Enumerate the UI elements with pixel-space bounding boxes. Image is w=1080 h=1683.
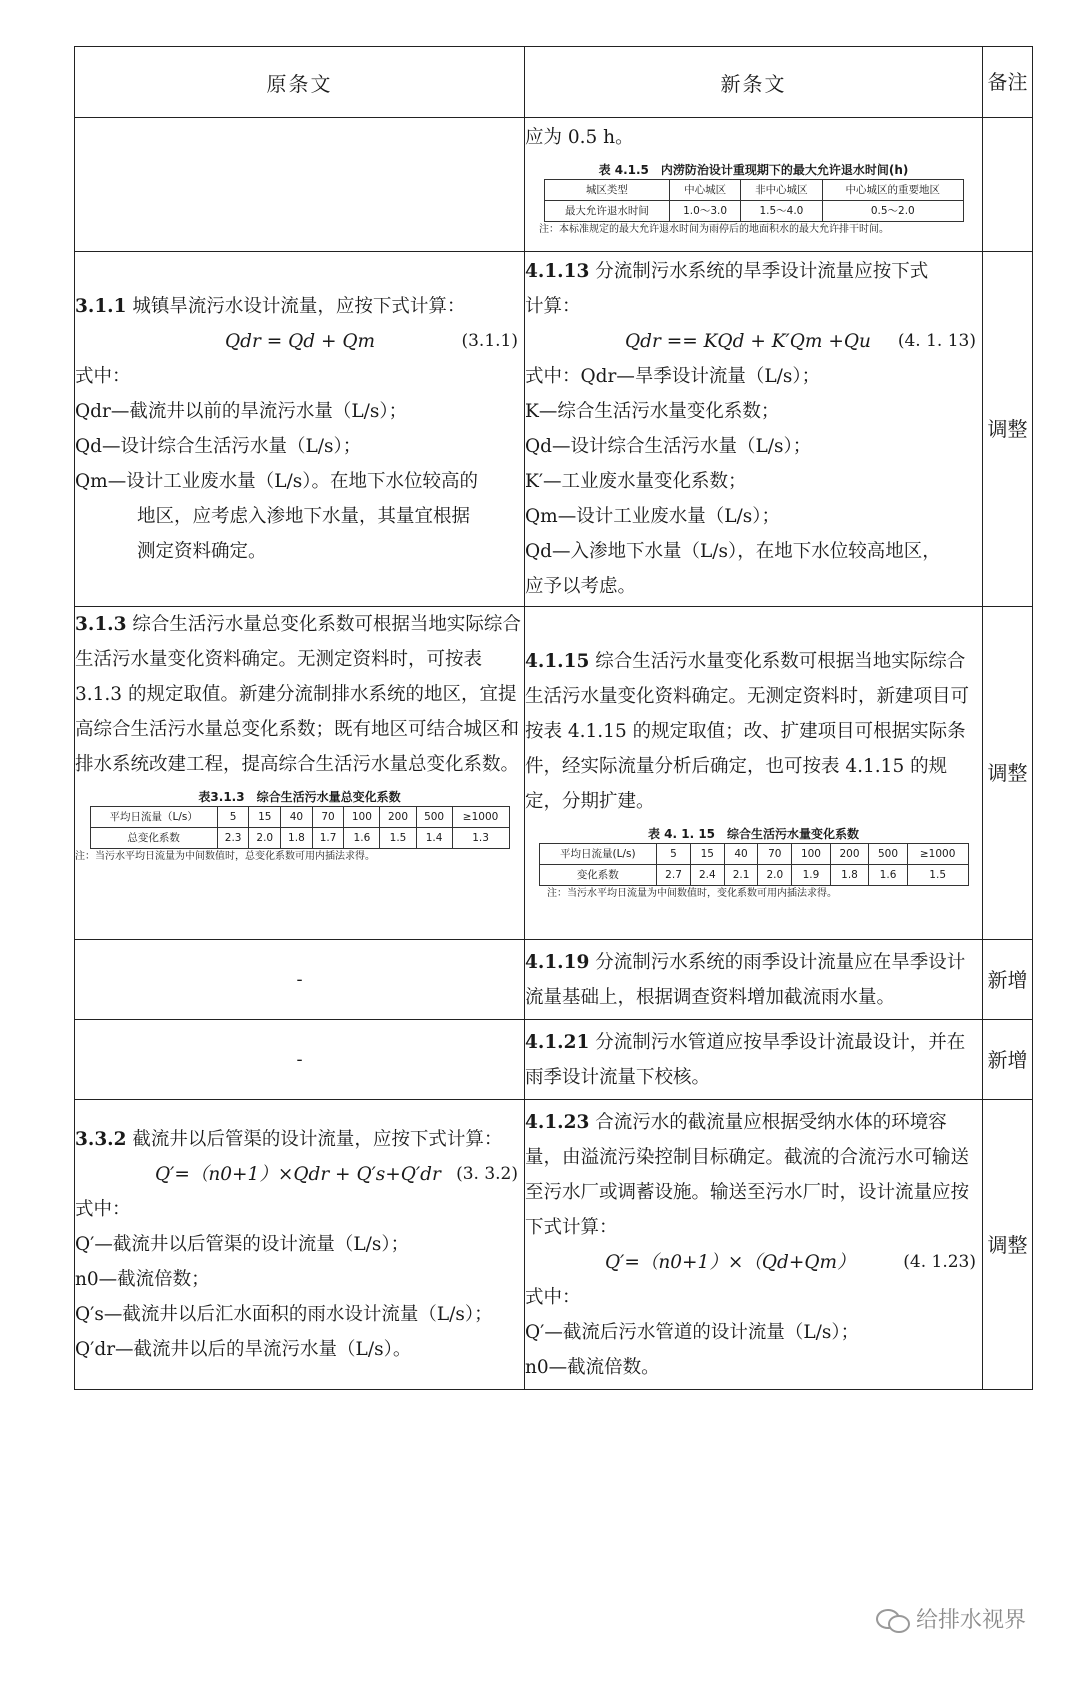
- table-cell: 0.5～2.0: [823, 201, 963, 222]
- formula-number: (4. 1.23): [903, 1251, 976, 1272]
- clause-title: 分流制污水系统的旱季设计流量应按下式: [595, 261, 929, 282]
- table-cell: 1.0～3.0: [670, 201, 740, 222]
- wechat-icon: [876, 1607, 910, 1631]
- definition: 式中：Qdr—旱季设计流量（L/s）；: [525, 366, 821, 387]
- table-cell: 200: [380, 807, 416, 828]
- table-cell: 2.0: [249, 828, 281, 849]
- table-cell: 1.9: [792, 865, 831, 886]
- clause-number: 3.3.2: [75, 1129, 127, 1150]
- table-cell: 1.8: [830, 865, 869, 886]
- remark-adjust: 调整: [983, 1100, 1033, 1390]
- table-cell: 中心城区: [670, 180, 740, 201]
- definition: Qd—设计综合生活污水量（L/s）；: [525, 436, 812, 457]
- table-caption: 表3.1.3 综合生活污水量总变化系数: [198, 790, 401, 804]
- definition: Q′dr—截流井以后的旱流污水量（L/s）。: [75, 1339, 412, 1360]
- table-cell: 100: [792, 844, 831, 865]
- clause-title: 截流井以后管渠的设计流量，应按下式计算：: [132, 1129, 503, 1150]
- table-cell: 2.4: [690, 865, 724, 886]
- header-remark: 备注: [983, 47, 1033, 118]
- table-cell: 100: [344, 807, 380, 828]
- remark-adjust: 调整: [983, 252, 1033, 607]
- table-cell: 1.5: [380, 828, 416, 849]
- definition: Qm—设计工业废水量（L/s）。在地下水位较高的: [75, 471, 478, 492]
- table-cell: 1.6: [344, 828, 380, 849]
- table-cell: 5: [657, 844, 691, 865]
- clause-text: 分流制污水系统的雨季设计流量应在旱季设计流量基础上，根据调查资料增加截流雨水量。: [525, 951, 966, 1008]
- new-cell: [525, 118, 983, 252]
- table-cell: 1.5～4.0: [740, 201, 822, 222]
- clause-number: 4.1.19: [525, 951, 590, 973]
- definition: Q′—截流后污水管道的设计流量（L/s）；: [525, 1321, 860, 1343]
- clause-text: 分流制污水管道应按旱季设计流最设计，并在雨季设计流量下校核。: [525, 1031, 966, 1088]
- header-row: [75, 47, 1033, 118]
- table-cell: ≥1000: [907, 844, 968, 865]
- new-cell: [525, 607, 983, 940]
- table-cell: 1.7: [312, 828, 344, 849]
- definition-cont: 应予以考虑。: [525, 576, 637, 597]
- comparison-table: [74, 46, 1033, 1390]
- definition: K—综合生活污水量变化系数；: [525, 401, 780, 422]
- table-row: [75, 1100, 1033, 1390]
- table-cell: 最大允许退水时间: [544, 201, 670, 222]
- clause-text: 综合生活污水量总变化系数可根据当地实际综合生活污水量变化资料确定。无测定资料时，可按表 3.1.3 的规定取值。新建分流制排水系统的地区，宜提高综合生活污水量总变化系数；既有地区可结合城区和排水系统改建工程，提高综合生活污水量总变化系数。: [75, 614, 521, 775]
- clause-title: 城镇旱流污水设计流量，应按下式计算：: [132, 296, 466, 317]
- table-cell: 2.1: [724, 865, 758, 886]
- new-text: 应为 0.5 h。: [525, 127, 634, 148]
- formula: Qdr == KQd + K′Qm +Qu: [625, 331, 871, 352]
- table-cell: ≥1000: [452, 807, 509, 828]
- table-row: [75, 118, 1033, 252]
- table-cell: 1.3: [452, 828, 509, 849]
- table-row: [75, 607, 1033, 940]
- variation-coefficient-table-new: [539, 843, 969, 886]
- table-cell: 500: [416, 807, 452, 828]
- table-cell: 200: [830, 844, 869, 865]
- clause-number: 3.1.3: [75, 614, 127, 635]
- comparison-sheet: [74, 46, 1032, 1390]
- remark-cell-empty: [983, 118, 1033, 252]
- new-cell: [525, 1020, 983, 1100]
- new-cell: [525, 252, 983, 607]
- table-cell: 15: [249, 807, 281, 828]
- definition-cont: 地区，应考虑入渗地下水量，其量宜根据: [137, 506, 471, 527]
- watermark: [876, 1603, 1026, 1634]
- table-cell: 70: [312, 807, 344, 828]
- table-row: [75, 252, 1033, 607]
- clause-number: 4.1.13: [525, 261, 590, 282]
- table-cell: 2.3: [217, 828, 249, 849]
- table-cell: 平均日流量（L/s）: [90, 807, 217, 828]
- definition: Qm—设计工业废水量（L/s）；: [525, 506, 780, 527]
- table-cell: 5: [217, 807, 249, 828]
- table-cell: 70: [758, 844, 792, 865]
- table-cell: 40: [281, 807, 313, 828]
- formula-number: (3. 3.2): [456, 1164, 518, 1184]
- where-label: 式中：: [75, 1199, 131, 1220]
- definition: Qd—入渗地下水量（L/s），在地下水位较高地区，: [525, 541, 941, 562]
- definition: Q′s—截流井以后汇水面积的雨水设计流量（L/s）；: [75, 1304, 493, 1325]
- table-cell: 1.5: [907, 865, 968, 886]
- formula: Q′=（n0+1）×Qdr + Q′s+Q′dr: [155, 1164, 441, 1185]
- header-new: 新条文: [525, 47, 983, 118]
- definition: K′—工业废水量变化系数；: [525, 471, 747, 492]
- table-cell: 总变化系数: [90, 828, 217, 849]
- clause-number: 4.1.21: [525, 1031, 590, 1053]
- formula-number: (3.1.1): [461, 331, 518, 351]
- table-cell: 非中心城区: [740, 180, 822, 201]
- original-cell: [75, 607, 525, 940]
- original-cell-dash: -: [75, 940, 525, 1020]
- table-cell: 500: [869, 844, 908, 865]
- clause-number: 3.1.1: [75, 296, 127, 317]
- new-cell: [525, 1100, 983, 1390]
- table-cell: 15: [690, 844, 724, 865]
- definition: Qdr—截流井以前的旱流污水量（L/s）；: [75, 401, 408, 422]
- new-cell: [525, 940, 983, 1020]
- table-cell: 1.4: [416, 828, 452, 849]
- variation-coefficient-table-old: [90, 806, 510, 849]
- retreat-time-table: [544, 179, 964, 222]
- table-cell: 平均日流量(L/s): [539, 844, 657, 865]
- table-caption: 表 4.1.5 内涝防治设计重现期下的最大允许退水时间(h): [598, 163, 909, 177]
- table-cell: 1.6: [869, 865, 908, 886]
- formula: Qdr = Qd + Qm: [225, 331, 376, 352]
- clause-number: 4.1.15: [525, 651, 590, 672]
- remark-new: 新增: [983, 1020, 1033, 1100]
- table-note: 注：当污水平均日流量为中间数值时，变化系数可用内插法求得。: [547, 888, 837, 899]
- original-cell-empty: [75, 118, 525, 252]
- formula-number: (4. 1. 13): [897, 331, 976, 351]
- clause-title-cont: 计算：: [525, 296, 581, 317]
- definition: Qd—设计综合生活污水量（L/s）；: [75, 436, 362, 457]
- header-original: 原条文: [75, 47, 525, 118]
- table-cell: 2.7: [657, 865, 691, 886]
- definition-cont: 测定资料确定。: [137, 541, 267, 562]
- clause-text: 综合生活污水量变化系数可根据当地实际综合生活污水量变化资料确定。无测定资料时，新建项目可按表 4.1.15 的规定取值；改、扩建项目可根据实际条件，经实际流量分析后确定，也可按表 4.1.15 的规定，分期扩建。: [525, 651, 970, 812]
- table-note: 注：本标准规定的最大允许退水时间为雨停后的地面积水的最大允许排干时间。: [539, 224, 889, 235]
- table-cell: 1.8: [281, 828, 313, 849]
- table-note: 注：当污水平均日流量为中间数值时，总变化系数可用内插法求得。: [75, 851, 375, 862]
- formula: Q′=（n0+1）×（Qd+Qm）: [605, 1251, 856, 1273]
- definition: n0—截流倍数；: [75, 1269, 210, 1290]
- original-cell: [75, 252, 525, 607]
- table-cell: 城区类型: [544, 180, 670, 201]
- clause-text: 合流污水的截流量应根据受纳水体的环境容量，由溢流污染控制目标确定。截流的合流污水可输送至污水厂或调蓄设施。输送至污水厂时，设计流量应按下式计算：: [525, 1111, 970, 1238]
- where-label: 式中：: [75, 366, 131, 387]
- table-cell: 40: [724, 844, 758, 865]
- table-cell: 2.0: [758, 865, 792, 886]
- where-label: 式中：: [525, 1286, 581, 1308]
- table-row: [75, 1020, 1033, 1100]
- table-row: [75, 940, 1033, 1020]
- original-cell: [75, 1100, 525, 1390]
- table-cell: 变化系数: [539, 865, 657, 886]
- remark-new: 新增: [983, 940, 1033, 1020]
- original-cell-dash: -: [75, 1020, 525, 1100]
- clause-number: 4.1.23: [525, 1111, 590, 1133]
- definition: Q′—截流井以后管渠的设计流量（L/s）；: [75, 1234, 410, 1255]
- table-caption: 表 4. 1. 15 综合生活污水量变化系数: [647, 827, 860, 841]
- watermark-text: 给排水视界: [916, 1608, 1027, 1633]
- remark-adjust: 调整: [983, 607, 1033, 940]
- definition: n0—截流倍数。: [525, 1356, 660, 1378]
- table-cell: 中心城区的重要地区: [823, 180, 963, 201]
